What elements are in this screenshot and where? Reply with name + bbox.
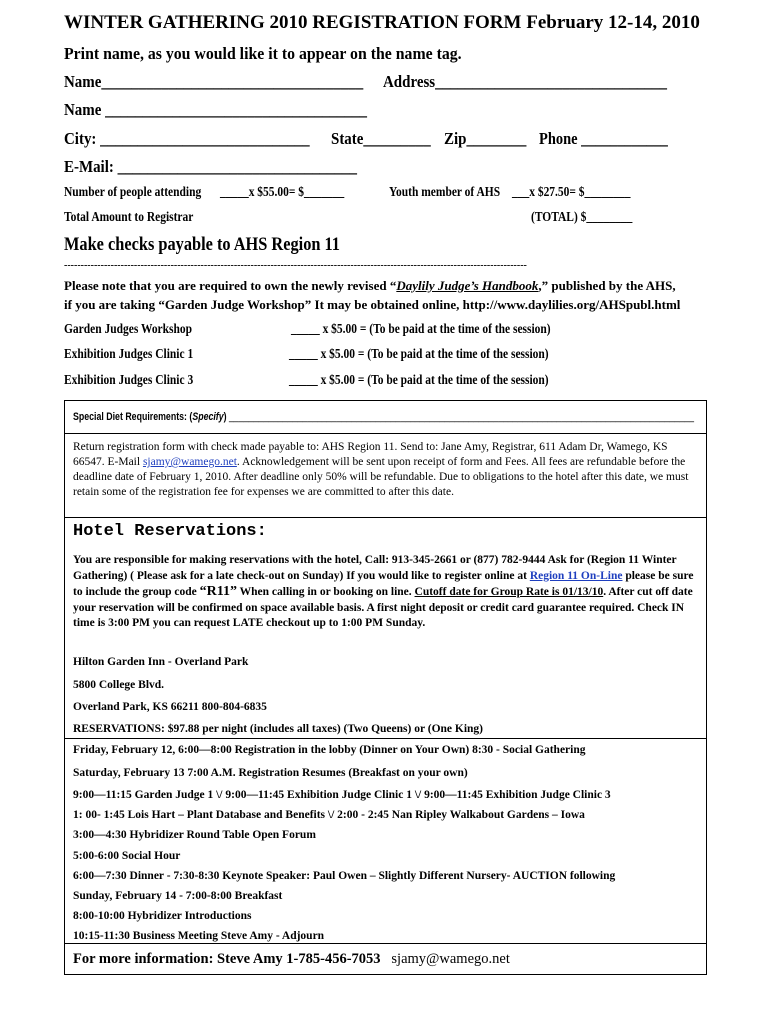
- hotel-p2: please be sure to include the group code: [73, 569, 694, 598]
- youth-label-text: Youth member of AHS: [389, 185, 501, 200]
- registrar-email-link[interactable]: sjamy@wamego.net: [142, 456, 237, 468]
- schedule-line: 3:00—4:30 Hybridizer Round Table Open Forum: [73, 829, 316, 841]
- session-calc-clinic3-text: _____ x $5.00 = (To be paid at the time of the session): [289, 373, 549, 388]
- region11-online-link[interactable]: Region 11 On-Line: [529, 569, 623, 582]
- city-field[interactable]: [64, 129, 343, 149]
- email-field-text: E-Mail: ________________________________: [64, 157, 357, 176]
- hotel-name: Hilton Garden Inn - Overland Park: [73, 656, 249, 668]
- phone-field-text: Phone ____________: [539, 129, 668, 148]
- form-title: WINTER GATHERING 2010 REGISTRATION FORM February 12-14, 2010: [64, 12, 700, 33]
- zip-field-text: Zip________: [444, 129, 527, 148]
- hotel-reservation-text: [73, 553, 700, 632]
- session-calc-clinic3[interactable]: [289, 373, 606, 389]
- schedule-line: 8:00-10:00 Hybridizer Introductions: [73, 910, 252, 922]
- handbook-note-post: ,” published by the AHS,: [538, 278, 676, 293]
- address-field-text: Address_______________________________: [383, 72, 667, 91]
- session-label-garden: [64, 322, 220, 338]
- youth-calc[interactable]: [512, 185, 656, 201]
- total-label: [64, 210, 222, 226]
- handbook-note-line2: if you are taking “Garden Judge Workshop” It may be obtained online, http://www.daylilies.org/AHSpubl.html: [64, 297, 681, 312]
- total-calc-text: (TOTAL) $________: [531, 210, 633, 225]
- print-note: [64, 44, 492, 64]
- zip-field[interactable]: [444, 129, 538, 149]
- session-label-clinic1-text: Exhibition Judges Clinic 1: [64, 347, 194, 362]
- special-diet-field[interactable]: [73, 411, 770, 423]
- phone-field[interactable]: [539, 129, 691, 149]
- attending-calc-text: _____x $55.00= $_______: [220, 185, 345, 200]
- handbook-note-line1: [64, 278, 676, 294]
- hotel-p3: When calling in or booking on line.: [236, 586, 415, 598]
- more-info: [73, 951, 510, 968]
- session-calc-clinic1[interactable]: [289, 347, 606, 363]
- special-diet-close: ): [223, 411, 230, 423]
- divider: -------------------------------------------------------------------------------------------------------------------------------------------: [64, 260, 527, 271]
- total-calc[interactable]: [531, 210, 655, 226]
- more-info-label: For more information: Steve Amy 1-785-456-7053: [73, 951, 381, 967]
- group-code: “R11”: [199, 584, 237, 599]
- schedule-line: 9:00—11:15 Garden Judge 1 \/ 9:00—11:45 Exhibition Judge Clinic 1 \/ 9:00—11:45 Exhibition Judge Clinic 3: [73, 789, 611, 801]
- more-info-email[interactable]: sjamy@wamego.net: [391, 951, 510, 967]
- schedule-line: 6:00—7:30 Dinner - 7:30-8:30 Keynote Speaker: Paul Owen – Slightly Different Nursery- AUCTION following: [73, 870, 616, 882]
- city-field-text: City: ____________________________: [64, 129, 310, 148]
- address-field[interactable]: [383, 72, 706, 92]
- total-label-text: Total Amount to Registrar: [64, 210, 194, 225]
- schedule-line: Friday, February 12, 6:00—8:00 Registration in the lobby (Dinner on Your Own) 8:30 - Social Gathering: [73, 744, 586, 756]
- hotel-city-phone: Overland Park, KS 66211 800-804-6835: [73, 701, 267, 713]
- session-label-clinic3-text: Exhibition Judges Clinic 3: [64, 373, 194, 388]
- session-calc-garden[interactable]: [291, 322, 608, 338]
- hotel-street: 5800 College Blvd.: [73, 679, 165, 691]
- schedule-line: 1: 00- 1:45 Lois Hart – Plant Database and Benefits \/ 2:00 - 2:45 Nan Ripley Walkabout Gardens – Iowa: [73, 809, 585, 821]
- session-calc-clinic1-text: _____ x $5.00 = (To be paid at the time of the session): [289, 347, 549, 362]
- schedule-line: Saturday, February 13 7:00 A.M. Registration Resumes (Breakfast on your own): [73, 767, 468, 779]
- session-label-clinic1: [64, 347, 222, 363]
- state-field[interactable]: [331, 129, 444, 149]
- return-info-post: . Acknowledgement will be sent upon receipt of form and Fees. All fees are refundable before the deadline date of February 1, 2010. After deadline only 50% will be refundable. Due to obligations to the hotel after this date, we must retain some of the registration fee for expenses we are committed to after this date.: [73, 456, 689, 498]
- hotel-reservations-rate: RESERVATIONS: $97.88 per night (includes all taxes) (Two Queens) or (One King): [73, 723, 484, 735]
- name-field-1[interactable]: [64, 72, 404, 92]
- session-label-garden-text: Garden Judges Workshop: [64, 322, 193, 337]
- state-field-text: State_________: [331, 129, 431, 148]
- print-note-text: Print name, as you would like it to appear on the name tag.: [64, 44, 462, 63]
- return-info-pre: Return registration form with check made payable to: AHS Region 11. Send to: Jane Amy, Registrar, 611 Adam Dr, Wamego, KS 66547. E-Mail: [73, 441, 668, 468]
- youth-calc-text: ___x $27.50= $________: [512, 185, 631, 200]
- email-field[interactable]: [64, 157, 397, 177]
- handbook-note-pre: Please note that you are required to own the newly revised “: [64, 278, 397, 293]
- hotel-p4: . After cut off date your reservation will be confirmed on space available basis. A first night deposit or credit card guarantee required. Check IN time is 3:00 PM you can request LATE checkout up to 1:00 PM Sunday.: [73, 586, 693, 629]
- name-field-1-text: Name___________________________________: [64, 72, 364, 91]
- attending-label-text: Number of people attending: [64, 185, 202, 200]
- youth-label: [389, 185, 524, 201]
- return-info-text: [73, 440, 698, 500]
- name-field-2[interactable]: [64, 100, 408, 120]
- special-diet-label: Special Diet Requirements: (: [73, 411, 193, 423]
- schedule-line: 5:00-6:00 Social Hour: [73, 850, 181, 862]
- hotel-p1: You are responsible for making reservations with the hotel, Call: 913-345-2661 or (877) 782-9444 Ask for (Region 11 Winter Gathering) ( Please ask for a late check-out on Sunday) If you would like to register online at: [73, 554, 677, 582]
- checks-payable: [64, 234, 385, 256]
- special-diet-specify: Specify: [192, 411, 224, 423]
- schedule-line: Sunday, February 14 - 7:00-8:00 Breakfast: [73, 890, 283, 902]
- handbook-title: Daylily Judge’s Handbook: [396, 278, 539, 293]
- checks-payable-text: Make checks payable to AHS Region 11: [64, 234, 340, 255]
- cutoff-date: Cutoff date for Group Rate is 01/13/10: [414, 586, 604, 598]
- special-diet-line: _______________________________________________________________________________________________: [229, 411, 694, 423]
- session-label-clinic3: [64, 373, 222, 389]
- attending-label: [64, 185, 231, 201]
- schedule-line: 10:15-11:30 Business Meeting Steve Amy - Adjourn: [73, 930, 325, 942]
- name-field-2-text: Name ___________________________________: [64, 100, 367, 119]
- session-calc-garden-text: _____ x $5.00 = (To be paid at the time of the session): [291, 322, 551, 337]
- attending-calc[interactable]: [220, 185, 371, 201]
- hotel-heading: Hotel Reservations:: [73, 522, 267, 541]
